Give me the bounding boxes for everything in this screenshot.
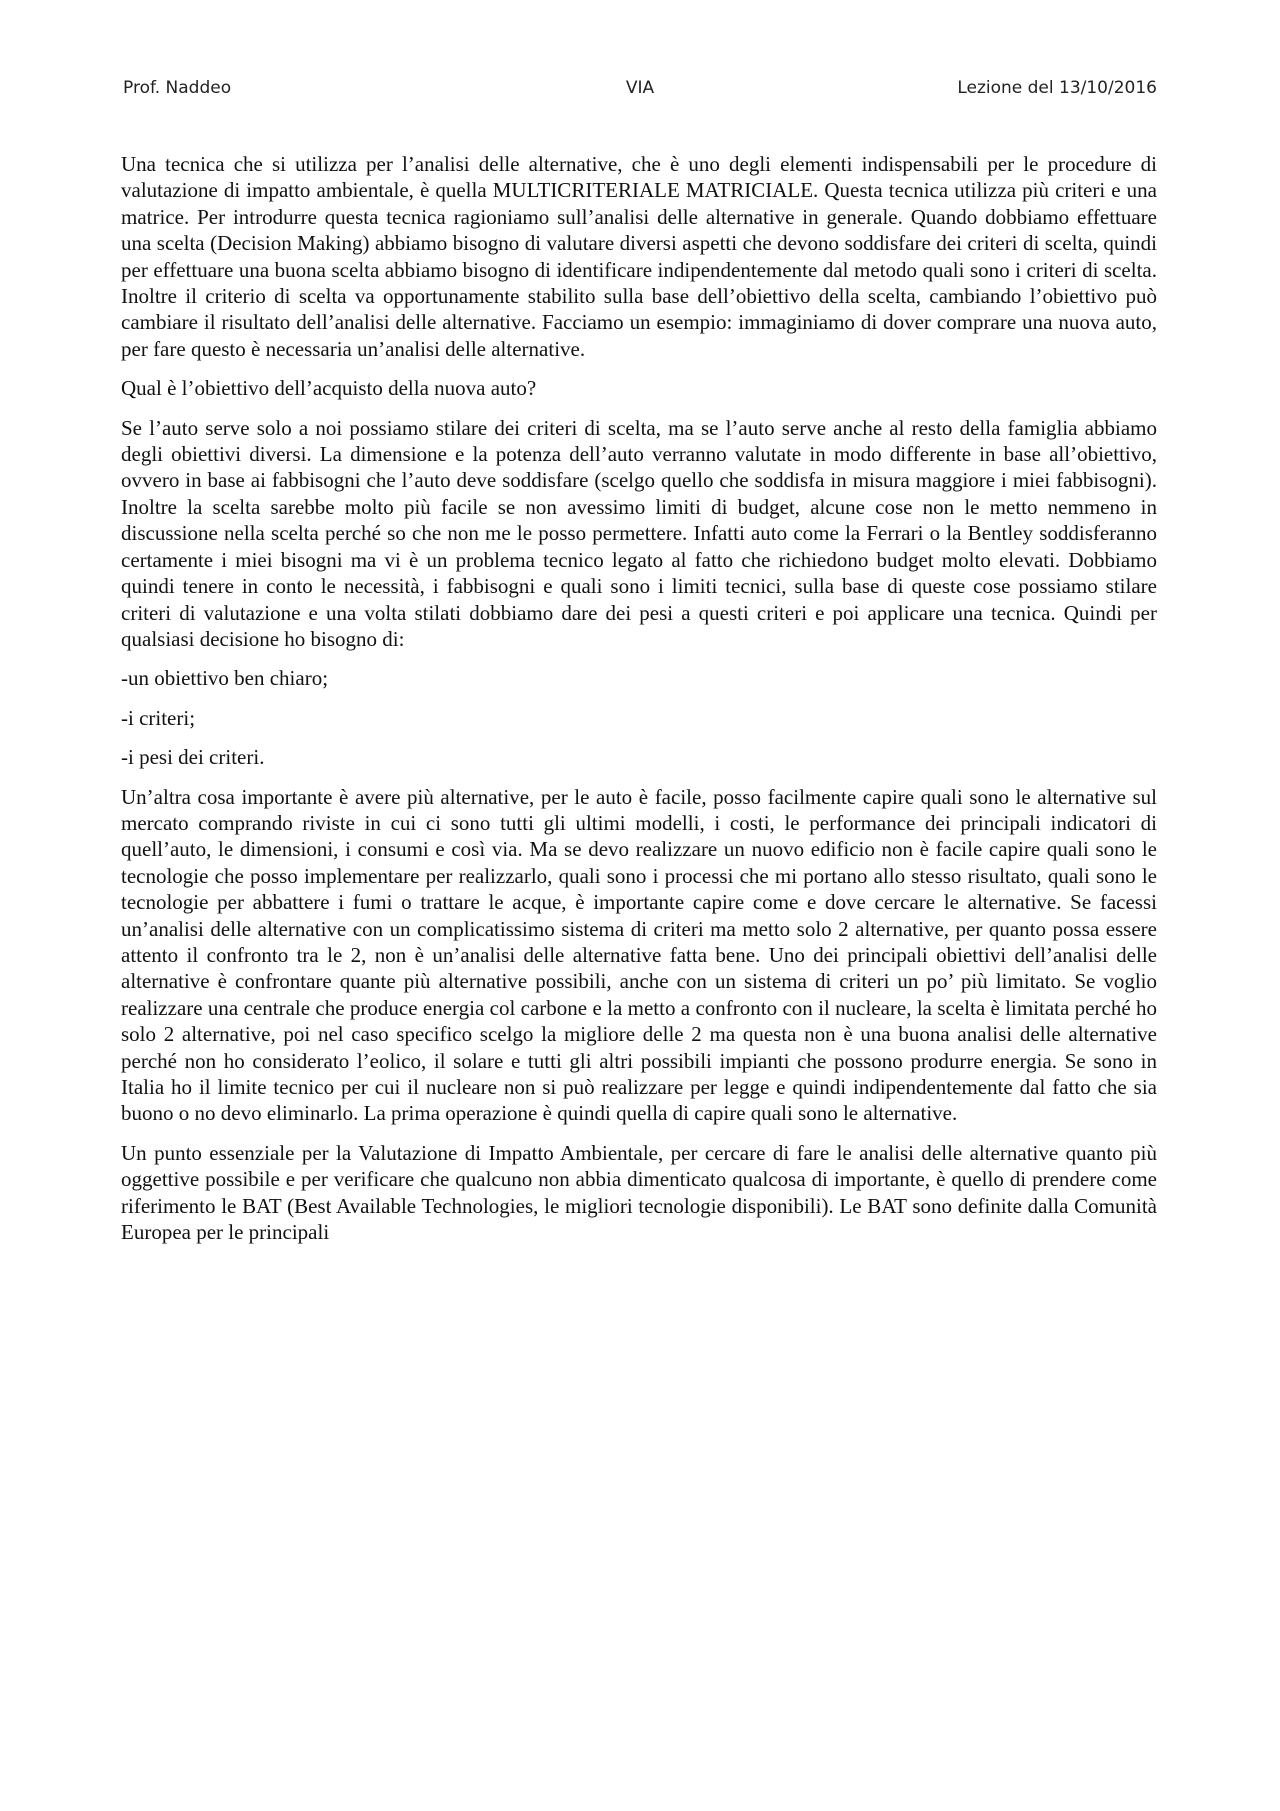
- header-author: Prof. Naddeo: [123, 78, 232, 98]
- paragraph-intro: Una tecnica che si utilizza per l’analisi delle alternative, che è uno degli elementi indispensabili per le procedure di valutazione di impatto ambientale, è quella MULTICRITERIALE MATRICIALE. Questa tecnica utilizza più criteri e una matrice. Per introdurre questa tecnica ragioniamo sull’analisi delle alternative in generale. Quando dobbiamo effettuare una scelta (Decision Making) abbiamo bisogno di valutare diversi aspetti che devono soddisfare dei criteri di scelta, quindi per effettuare una buona scelta abbiamo bisogno di identificare indipendentemente dal metodo quali sono i criteri di scelta. Inoltre il criterio di scelta va opportunamente stabilito sulla base dell’obiettivo della scelta, cambiando l’obiettivo può cambiare il risultato dell’analisi delle alternative. Facciamo un esempio: immaginiamo di dover comprare una nuova auto, per fare questo è necessaria un’analisi delle alternative.: [121, 152, 1157, 361]
- paragraph-car-example: Se l’auto serve solo a noi possiamo stilare dei criteri di scelta, ma se l’auto serve anche al resto della famiglia abbiamo degli obiettivi diversi. La dimensione e la potenza dell’auto verranno valutate in modo differente in base all’obiettivo, ovvero in base ai fabbisogni che l’auto deve soddisfare (scelgo quello che soddisfa in misura maggiore i miei fabbisogni). Inoltre la scelta sarebbe molto più facile se non avessimo limiti di budget, alcune cose non le metto nemmeno in discussione nella scelta perché so che non me le posso permettere. Infatti auto come la Ferrari o la Bentley soddisferanno certamente i miei bisogni ma vi è un problema tecnico legato al fatto che richiedono budget molto elevati. Dobbiamo quindi tenere in conto le necessità, i fabbisogni e quali sono i limiti tecnici, sulla base di queste cose possiamo stilare criteri di valutazione e una volta stilati dobbiamo dare dei pesi a questi criteri e poi applicare una tecnica. Quindi per qualsiasi decisione ho bisogno di:: [121, 415, 1157, 651]
- list-item-objective: -un obiettivo ben chiaro;: [121, 666, 329, 691]
- list-item-weights: -i pesi dei criteri.: [121, 745, 265, 770]
- document-body: [121, 151, 1157, 1258]
- header-course: VIA: [625, 78, 655, 98]
- header-date: Lezione del 13/10/2016: [957, 78, 1157, 98]
- paragraph-alternatives: Un’altra cosa importante è avere più alternative, per le auto è facile, posso facilmente capire quali sono le alternative sul mercato comprando riviste in cui ci sono tutti gli ultimi modelli, i costi, le performance dei principali indicatori di quell’auto, le dimensioni, i consumi e così via. Ma se devo realizzare un nuovo edificio non è facile capire quali sono le tecnologie che posso implementare per realizzarlo, quali sono i processi che mi portano allo stesso risultato, quali sono le tecnologie per abbattere i fumi o trattare le acque, è importante capire come e dove cercare le alternative. Se facessi un’analisi delle alternative con un complicatissimo sistema di criteri ma metto solo 2 alternative, per quanto possa essere attento il confronto tra le 2, non è un’analisi delle alternative fatta bene. Uno dei principali obiettivi dell’analisi delle alternative è confrontare quante più alternative possibili, anche con un sistema di criteri un po’ più limitato. Se voglio realizzare una centrale che produce energia col carbone e la metto a confronto con il nucleare, la scelta è limitata perché ho solo 2 alternative, poi nel caso specifico scelgo la migliore delle 2 ma questa non è una buona analisi delle alternative perché non ho considerato l’eolico, il solare e tutti gli altri possibili impianti che possono produrre energia. Se sono in Italia ho il limite tecnico per cui il nucleare non si può realizzare per legge e quindi indipendentemente dal fatto che sia buono o no devo eliminarlo. La prima operazione è quindi quella di capire quali sono le alternative.: [121, 784, 1157, 1126]
- paragraph-bat: Un punto essenziale per la Valutazione di Impatto Ambientale, per cercare di fare le analisi delle alternative quanto più oggettive possibile e per verificare che qualcuno non abbia dimenticato qualcosa di importante, è quello di prendere come riferimento le BAT (Best Available Technologies, le migliori tecnologie disponibili). Le BAT sono definite dalla Comunità Europea per le principali: [121, 1140, 1157, 1245]
- page-header: [123, 78, 1157, 102]
- paragraph-question: Qual è l’obiettivo dell’acquisto della nuova auto?: [121, 376, 537, 401]
- list-item-criteria: -i criteri;: [121, 705, 196, 730]
